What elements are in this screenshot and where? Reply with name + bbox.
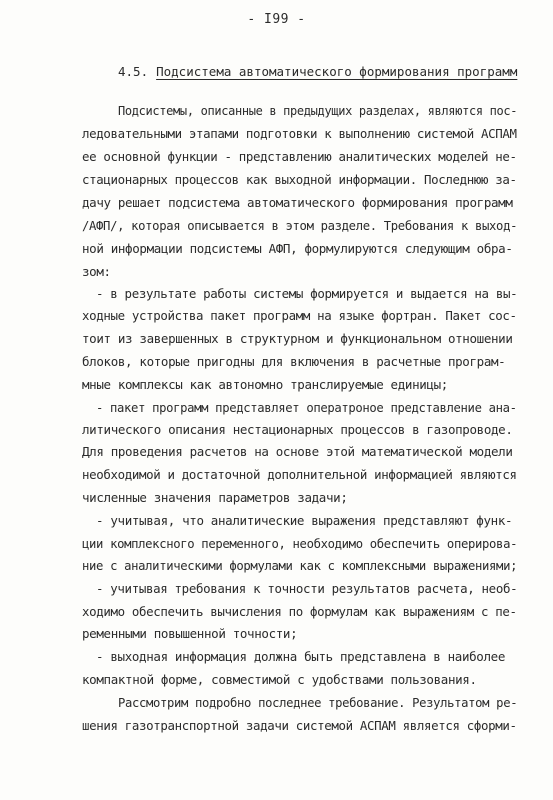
text-line: Для проведения расчетов на основе этой математической модели (82, 444, 513, 459)
text-line: ходимо обеспечить вычисления по формулам как выражениям с пе- (82, 604, 517, 619)
text-line: - выходная информация должна быть представлена в наиболее (96, 649, 506, 664)
text-line: ции комплексного переменного, необходимо обеспечить оперирова- (82, 536, 518, 551)
text-line: стационарных процессов как выходной информации. Последнюю за- (82, 172, 517, 187)
text-line: тоит из завершенных в структурном и функциональном отношении (82, 331, 513, 346)
text-line: Подсистемы, описанные в предыдущих разделах, являются пос- (118, 103, 518, 118)
text-line: ходные устройства пакет программ на языке фортран. Пакет сос- (82, 308, 517, 323)
text-line: - в результате работы системы формируется и выдается на вы- (96, 286, 518, 301)
section-number: 4.5. (118, 64, 149, 79)
text-line: /АФП/, которая описывается в этом разделе. Требования к выход- (82, 218, 518, 233)
text-line: ние с аналитическими формулами как с комплексными выражениями; (82, 558, 518, 573)
page-number: - I99 - (247, 12, 306, 27)
text-line: ной информации подсистемы АФП, формулируются следующим обра- (82, 241, 513, 256)
text-line: - пакет программ представляет оператроное представление ана- (96, 400, 517, 415)
text-line: литического описания нестационарных процессов в газопроводе. (82, 422, 513, 437)
text-line: блоков, которые пригодны для включения в расчетные програм- (82, 354, 506, 369)
section-heading (118, 64, 517, 79)
text-line: необходимой и достаточной дополнительной информацией являются (82, 467, 517, 482)
text-line: ледовательными этапами подготовки к выполнению системой АСПАМ (82, 126, 517, 141)
text-line: зом: (82, 264, 111, 279)
text-line: ее основной функции - представлению аналитических моделей не- (82, 149, 517, 164)
text-line: - учитывая требования к точности результатов расчета, необ- (96, 581, 518, 596)
text-line: численные значения параметров задачи; (82, 490, 348, 505)
text-line: Рассмотрим подробно последнее требование. Результатом ре- (118, 695, 518, 710)
text-line: компактной форме, совместимой с удобствами пользования. (82, 672, 477, 687)
text-line: - учитывая, что аналитические выражения представляют функ- (96, 513, 513, 528)
section-title: Подсистема автоматического формирования программ (156, 64, 518, 79)
text-line: дачу решает подсистема автоматического формирования программ (82, 195, 513, 210)
text-line: ременными повышенной точности; (82, 626, 298, 641)
text-line: шения газотранспортной задачи системой АСПАМ является сформи- (82, 718, 517, 733)
text-line: мные комплексы как автономно транслируемые единицы; (82, 377, 448, 392)
